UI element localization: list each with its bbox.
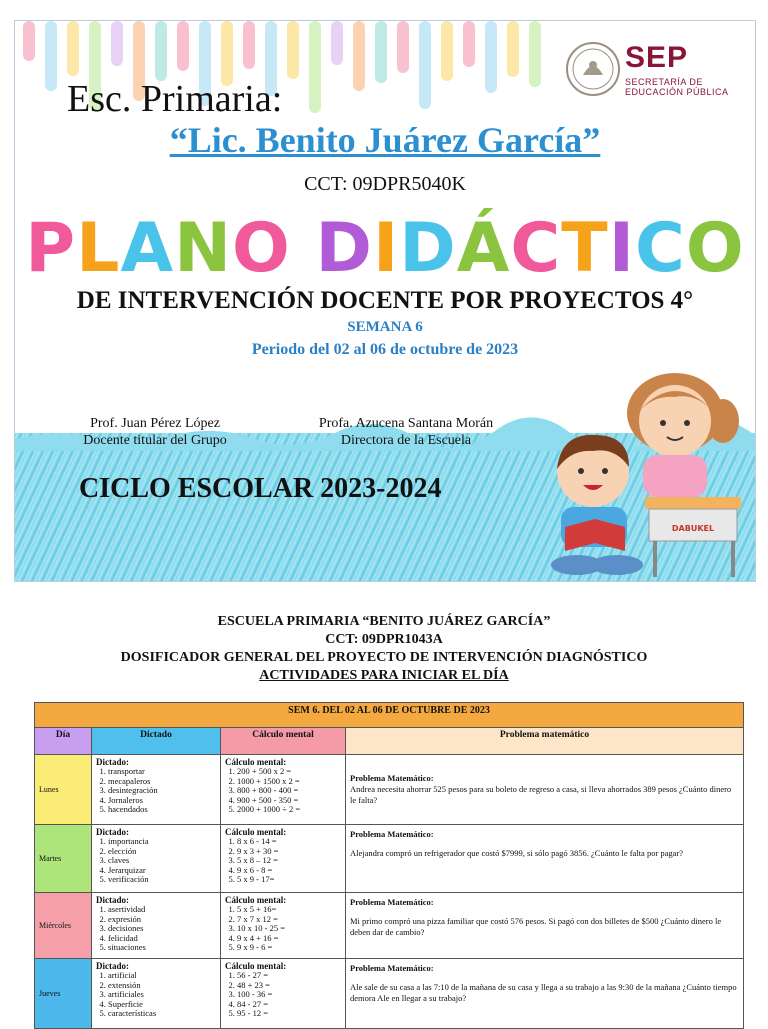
list-item: 5. 9 x 9 - 6 = [237,943,341,953]
dictado-cell [92,959,221,1029]
list-item: 3. 5 x 8 – 12 = [237,856,341,866]
list-item: 1. 5 x 5 + 16= [237,905,341,915]
list-item: 3. artificiales [108,990,216,1000]
calculo-cell-list [225,971,341,1019]
table-row [35,825,744,893]
calculo-cell-list [225,905,341,953]
list-item: 3. desintegración [108,786,216,796]
table-header-row [35,728,744,755]
calculo-cell [221,825,346,893]
svg-text:PLANO DIDÁCTICO: PLANO DIDÁCTICO [25,209,745,288]
school-cycle: CICLO ESCOLAR 2023-2024 [79,473,442,504]
calculo-cell-title: Cálculo mental: [225,961,287,971]
list-item: 2. 48 + 23 = [237,981,341,991]
list-item: 4. Superficie [108,1000,216,1010]
problema-cell [346,755,744,825]
list-item: 3. claves [108,856,216,866]
list-item: 5. 2000 + 1000 ÷ 2 = [237,805,341,815]
dictado-cell [92,893,221,959]
list-item: 5. 95 - 12 = [237,1009,341,1019]
list-item: 5. 5 x 9 - 17= [237,875,341,885]
list-item: 3. 10 x 10 - 25 = [237,924,341,934]
sep-line2: EDUCACIÓN PÚBLICA [625,87,729,97]
activities-table [34,702,744,1029]
calculo-cell [221,755,346,825]
cover-page [14,20,756,582]
list-item: 3. decisiones [108,924,216,934]
sep-logo [563,39,753,99]
cover-subtitle: DE INTERVENCIÓN DOCENTE POR PROYECTOS 4° [76,287,694,314]
list-item: 4. Jerarquizar [108,866,216,876]
list-item: 3. 800 + 800 - 400 = [237,786,341,796]
big-title [25,205,745,289]
doc-heading-cct: CCT: 09DPR1043A [325,632,443,647]
list-item: 3. 100 - 36 = [237,990,341,1000]
calculo-cell-title: Cálculo mental: [225,895,287,905]
school-name: “Lic. Benito Juárez García” [169,120,601,160]
list-item: 2. 1000 + 1500 x 2 = [237,777,341,787]
problema-title: Problema Matemático: [350,897,434,907]
list-item: 1. artificial [108,971,216,981]
director-signature [301,415,511,449]
problema-title: Problema Matemático: [350,829,434,839]
sep-brand: SEP [625,41,689,74]
calculo-cell [221,893,346,959]
day-cell: Jueves [35,959,92,1029]
week-title: SEM 6. DEL 02 AL 06 DE OCTUBRE DE 2023 [35,703,744,728]
mexico-seal-icon [563,39,623,99]
list-item: 4. 900 + 500 - 350 = [237,796,341,806]
calculo-cell-title: Cálculo mental: [225,827,287,837]
problema-text: Ale sale de su casa a las 7:10 de la mañana de su casa y llega a su trabajo a las 9:30 de la mañana ¿Cuánto tiempo demora Ale en llegar a su trabajo? [350,982,737,1003]
week-row [35,703,744,728]
doc-heading-activities: ACTIVIDADES PARA INICIAR EL DÍA [259,668,509,683]
teacher-role: Docente titular del Grupo [83,433,227,448]
day-cell: Lunes [35,755,92,825]
desk-sticker: DABUKEL [671,524,715,533]
kids-reading-illustration [525,351,755,581]
cover-cct: CCT: 09DPR5040K [304,173,466,195]
problema-cell [346,893,744,959]
list-item: 4. 9 x 4 + 16 = [237,934,341,944]
dictado-cell-list [96,837,216,885]
list-item: 1. asertividad [108,905,216,915]
director-name: Profa. Azucena Santana Morán [318,416,494,431]
list-item: 1. 200 + 500 x 2 = [237,767,341,777]
dictado-cell-title: Dictado: [96,757,129,767]
header-problema: Problema matemático [346,728,744,755]
list-item: 1. transportar [108,767,216,777]
list-item: 5. situaciones [108,943,216,953]
dictado-cell-title: Dictado: [96,827,129,837]
table-row [35,893,744,959]
day-cell: Miércoles [35,893,92,959]
school-prefix: Esc. Primaria: [67,78,283,120]
problema-cell [346,825,744,893]
list-item: 2. 7 x 7 x 12 = [237,915,341,925]
sep-line1: SECRETARÍA DE [625,77,703,87]
calculo-cell-title: Cálculo mental: [225,757,287,767]
problema-title: Problema Matemático: [350,773,434,783]
list-item: 2. mecapaleros [108,777,216,787]
list-item: 2. elección [108,847,216,857]
list-item: 1. 56 - 27 = [237,971,341,981]
list-item: 2. extensión [108,981,216,991]
list-item: 4. felicidad [108,934,216,944]
dictado-cell-list [96,767,216,815]
table-row [35,755,744,825]
problema-text: Mi primo compró una pizza familiar que costó 576 pesos. Si pagó con dos billetes de $500 ¿Cuánto dinero le deben dar de cambio? [350,916,722,937]
dictado-cell-title: Dictado: [96,961,129,971]
list-item: 4. 9 x 6 - 8 = [237,866,341,876]
list-item: 4. Jornaleros [108,796,216,806]
list-item: 5. características [108,1009,216,1019]
list-item: 2. expresión [108,915,216,925]
teacher-signature [65,415,245,449]
dictado-cell-title: Dictado: [96,895,129,905]
dictado-cell [92,755,221,825]
week-label: SEMANA 6 [347,319,423,335]
doc-heading-dosificador: DOSIFICADOR GENERAL DEL PROYECTO DE INTERVENCIÓN DIAGNÓSTICO [120,650,648,665]
calculo-cell-list [225,837,341,885]
problema-text: Alejandra compró un refrigerador que costó $7999, si sólo pagó 3856. ¿Cuánto le falta por pagar? [350,848,684,858]
table-row [35,959,744,1029]
day-cell: Martes [35,825,92,893]
header-day: Día [35,728,92,755]
list-item: 2. 9 x 3 + 30 = [237,847,341,857]
list-item: 5. hacendados [108,805,216,815]
dictado-cell-list [96,905,216,953]
problema-text: Andrea necesita ahorrar 525 pesos para su boleto de regreso a casa, si lleva ahorrados 389 pesos ¿Cuánto dinero le falta? [350,784,732,805]
list-item: 1. 8 x 6 - 14 = [237,837,341,847]
dictado-cell [92,825,221,893]
calculo-cell-list [225,767,341,815]
teacher-name: Prof. Juan Pérez López [90,416,220,431]
director-role: Directora de la Escuela [340,433,472,448]
list-item: 4. 84 - 27 = [237,1000,341,1010]
list-item: 5. verificación [108,875,216,885]
header-dictado: Dictado [92,728,221,755]
header-calculo: Cálculo mental [221,728,346,755]
problema-title: Problema Matemático: [350,963,434,973]
list-item: 1. importancia [108,837,216,847]
problema-cell [346,959,744,1029]
dictado-cell-list [96,971,216,1019]
doc-heading-school: ESCUELA PRIMARIA “BENITO JUÁREZ GARCÍA” [217,614,551,629]
period-label: Periodo del 02 al 06 de octubre de 2023 [251,341,519,358]
calculo-cell [221,959,346,1029]
